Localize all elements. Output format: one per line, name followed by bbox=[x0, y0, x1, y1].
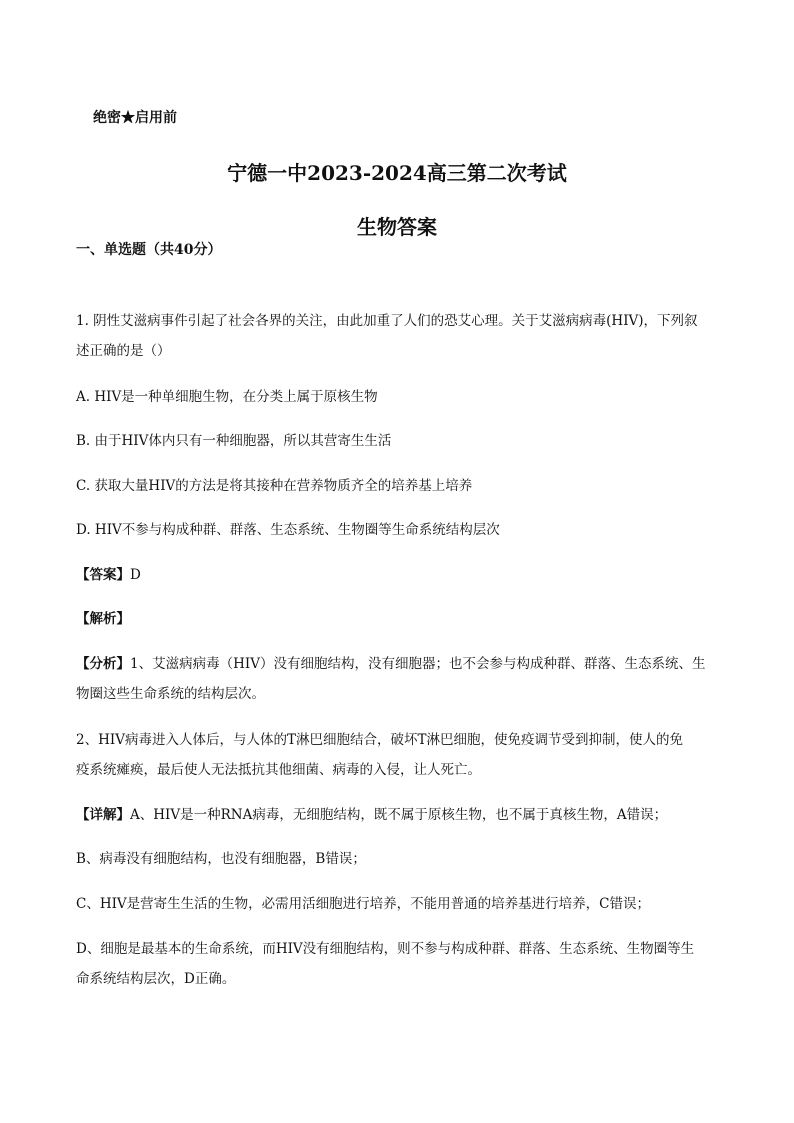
answer-value: D bbox=[130, 567, 141, 583]
detail-label: 【详解】 bbox=[76, 807, 130, 823]
option-b: B. 由于HIV体内只有一种细胞器，所以其营寄生生活 bbox=[76, 433, 392, 449]
section-heading: 一、单选题（共40分） bbox=[76, 242, 222, 258]
point2-line2: 疫系统瘫痪，最后使人无法抵抗其他细菌、病毒的入侵，让人死亡。 bbox=[76, 762, 481, 778]
detail-line-a bbox=[76, 805, 667, 825]
detail-line-d1: D、细胞是最基本的生命系统，而HIV没有细胞结构，则不参与构成种群、群落、生态系统、生物圈等生 bbox=[76, 941, 695, 957]
fenxi-line1 bbox=[76, 654, 705, 674]
question-stem-line2: 述正确的是（） bbox=[76, 343, 171, 359]
confidential-mark: 绝密★启用前 bbox=[93, 110, 177, 126]
exam-subtitle: 生物答案 bbox=[357, 215, 437, 239]
detail-line-c: C、HIV是营寄生生活的生物，必需用活细胞进行培养，不能用普通的培养基进行培养，C错误； bbox=[76, 896, 651, 912]
fenxi-text1: 1、艾滋病病毒（HIV）没有细胞结构，没有细胞器；也不会参与构成种群、群落、生态系统、生 bbox=[130, 656, 706, 672]
answer-label: 【答案】 bbox=[76, 567, 130, 583]
point2-line1: 2、HIV病毒进入人体后，与人体的T淋巴细胞结合，破坏T淋巴细胞，使免疫调节受到抑制，使人的免 bbox=[76, 732, 683, 748]
option-c: C. 获取大量HIV的方法是将其接种在营养物质齐全的培养基上培养 bbox=[76, 478, 473, 494]
option-d: D. HIV不参与构成种群、群落、生态系统、生物圈等生命系统结构层次 bbox=[76, 522, 500, 538]
detail-a-text: A、HIV是一种RNA病毒，无细胞结构，既不属于原核生物，也不属于真核生物，A错误； bbox=[130, 807, 668, 823]
detail-line-b: B、病毒没有细胞结构，也没有细胞器，B错误； bbox=[76, 851, 366, 867]
analysis-label bbox=[76, 609, 130, 629]
option-a: A. HIV是一种单细胞生物，在分类上属于原核生物 bbox=[76, 389, 378, 405]
exam-title: 宁德一中2023-2024高三第二次考试 bbox=[227, 161, 567, 185]
answer-line bbox=[76, 565, 141, 585]
fenxi-label: 【分析】 bbox=[76, 656, 130, 672]
fenxi-line2: 物圈这些生命系统的结构层次。 bbox=[76, 686, 265, 702]
detail-line-d2: 命系统结构层次，D正确。 bbox=[76, 971, 236, 987]
analysis-tag: 【解析】 bbox=[76, 611, 130, 627]
question-stem-line1: 1. 阴性艾滋病事件引起了社会各界的关注，由此加重了人们的恐艾心理。关于艾滋病病毒(HIV)，下列叙 bbox=[76, 313, 698, 329]
